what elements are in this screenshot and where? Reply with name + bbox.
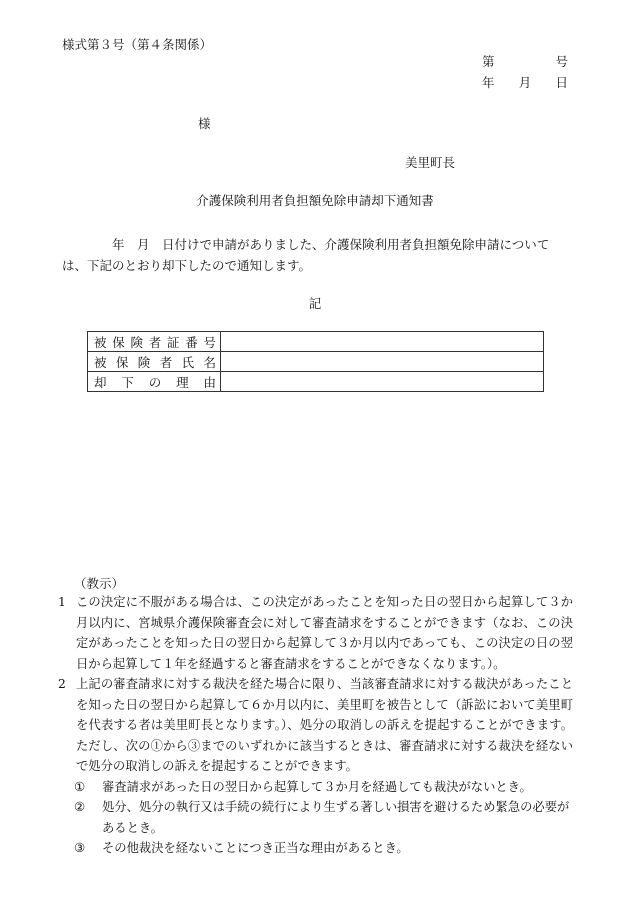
info-table	[87, 331, 544, 392]
notice-subitem	[74, 797, 573, 838]
body-text: 年 月 日付けで申請がありました、介護保険利用者負担額免除申請については、下記のとおり却下したので通知します。	[62, 237, 550, 273]
notice-subitem-number: ③	[74, 841, 86, 855]
notice-subitem-text: 処分、処分の執行又は手続の続行により生ずる著しい損害を避けるため緊急の必要があるとき。	[102, 800, 570, 835]
notice-subitem-text: その他裁決を経ないことにつき正当な理由があるとき。	[102, 841, 409, 855]
row-value-insured-number	[221, 332, 544, 352]
row-label-rejection-reason: 却下の理由	[88, 372, 221, 392]
notice-subitem	[74, 838, 573, 859]
notice-subitem-number: ②	[74, 800, 86, 814]
notice-subitem-number: ①	[74, 779, 86, 794]
ki-heading: 記	[308, 296, 322, 311]
row-value-insured-name	[221, 352, 544, 372]
row-label-insured-name: 被保険者氏名	[88, 352, 221, 372]
date-month: 月	[518, 75, 532, 90]
notice-item	[58, 592, 573, 674]
notice-item-number: 2	[58, 677, 66, 691]
table-row	[88, 352, 544, 372]
notice-item-text: この決定に不服がある場合は、この決定があったことを知った日の翌日から起算して３か月以内に、宮城県介護保険審査会に対して審査請求をすることができます（なお、この決定があったことを知った日の翌日から起算して３か月以内であっても、この決定の日の翌日から起算して１年を経過すると審査請求をすることができなくなります。）。	[76, 595, 573, 671]
form-number: 様式第３号（第４条関係）	[62, 37, 213, 52]
notice-item	[58, 674, 573, 777]
sender: 美里町長	[405, 155, 456, 170]
document-number-prefix: 第	[482, 54, 495, 69]
notice-item-number: 1	[58, 595, 66, 609]
addressee: 様	[198, 116, 211, 131]
document-date	[482, 73, 568, 91]
document-number-suffix: 号	[555, 54, 568, 69]
notice-subitem-text: 審査請求があった日の翌日から起算して３か月を経過しても裁決がないとき。	[102, 779, 532, 794]
notice-subitem	[74, 777, 573, 798]
date-day: 日	[555, 75, 568, 90]
table-row	[88, 332, 544, 352]
document-title: 介護保険利用者負担額免除申請却下通知書	[196, 193, 434, 208]
date-year: 年	[482, 75, 495, 90]
notice-title: （教示）	[74, 576, 125, 591]
row-value-rejection-reason	[221, 372, 544, 392]
document-number	[482, 52, 568, 70]
notice-section	[58, 592, 573, 859]
table-row	[88, 372, 544, 392]
row-label-insured-number: 被保険者証番号	[88, 332, 221, 352]
notice-item-text: 上記の審査請求に対する裁決を経た場合に限り、当該審査請求に対する裁決があったことを知った日の翌日から起算して６か月以内に、美里町を被告として（訴訟において美里町を代表する者は美里町長となります。）、処分の取消しの訴えを提起することができます。ただし、次の①から③までのいずれかに該当するときは、審査請求に対する裁決を経ないで処分の取消しの訴えを提起することができます。	[76, 677, 573, 773]
